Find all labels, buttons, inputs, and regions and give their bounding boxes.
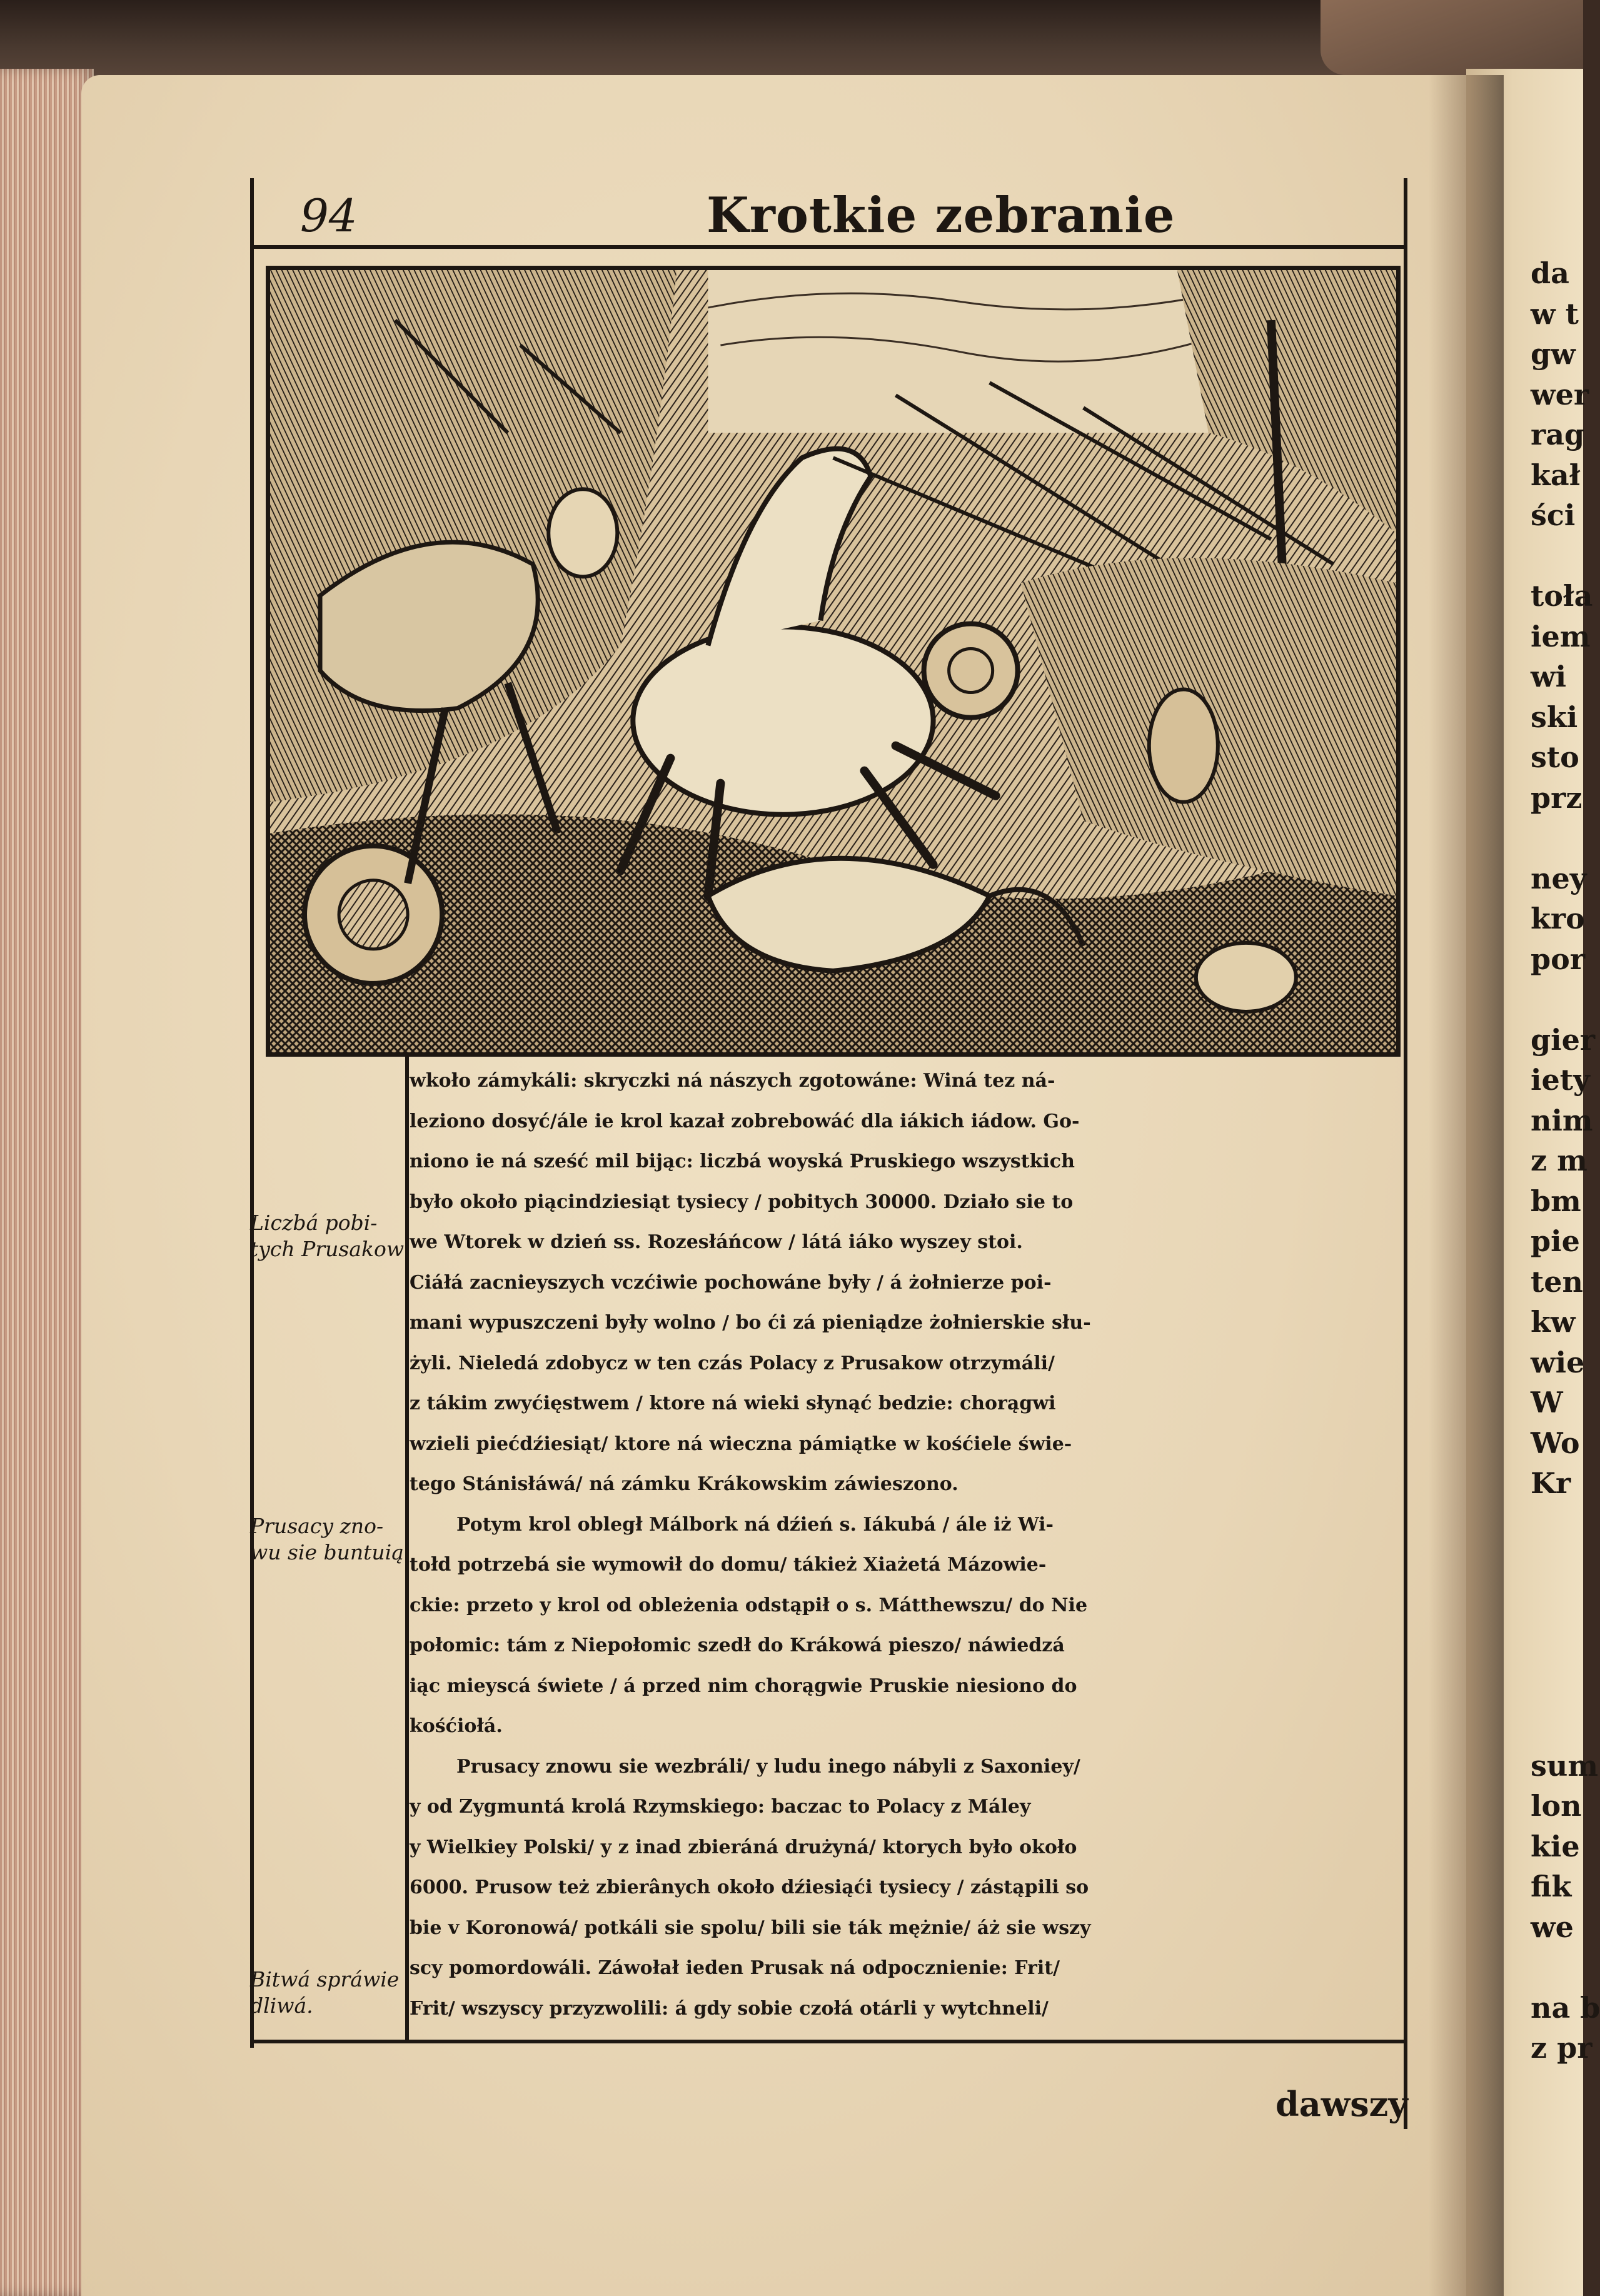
left-outer-rule <box>250 178 254 2048</box>
facing-page-fragment: sto <box>1531 740 1579 774</box>
facing-page-fragment: sum <box>1531 1748 1599 1783</box>
facing-page-fragment: z m <box>1531 1144 1587 1177</box>
facing-page-fragment: wer <box>1531 377 1589 411</box>
running-head: Krotkie zebranie <box>707 187 1175 244</box>
book-clasp-strap <box>1321 0 1583 75</box>
facing-page-fragment: rag <box>1531 418 1585 451</box>
woodcut-image <box>270 270 1396 1052</box>
facing-page-fragment: Wo <box>1531 1426 1580 1460</box>
marginal-note-line: Prusacy zno- <box>250 1514 384 1538</box>
facing-page-fragment: kał <box>1531 458 1581 492</box>
text-line: połomic: tám z Niepołomic szedł do Krákowá pieszo/ náwiedzá <box>410 1634 1065 1656</box>
text-line: ckie: przeto y krol od obleżenia odstąpił o s. Mátthewszu/ do Nie <box>410 1594 1088 1616</box>
facing-page-fragment: kw <box>1531 1305 1576 1339</box>
facing-page-fragment <box>1531 979 1583 1020</box>
facing-page-text-fragments <box>1531 253 1600 2068</box>
facing-page-fragment: Kr <box>1531 1466 1571 1500</box>
text-line: Ciáłá zacnieyszych vczćiwie pochowáne były / á żołnierze poi- <box>410 1271 1052 1294</box>
marginal-note-liczba <box>250 1210 406 1262</box>
facing-page-fragment: lon <box>1531 1789 1582 1823</box>
text-line: żyli. Nieledá zdobycz w ten czás Polacy z Prusakow otrzymáli/ <box>410 1352 1055 1374</box>
facing-page-fragment <box>1531 536 1583 577</box>
marginal-note-line: wu sie buntuią <box>250 1540 404 1564</box>
facing-page-fragment: w t <box>1531 296 1579 331</box>
facing-page-fragment <box>1531 1947 1583 1988</box>
facing-page-fragment <box>1531 1705 1583 1746</box>
facing-page-fragment: nim <box>1531 1103 1593 1137</box>
facing-page-fragment: gier <box>1531 1022 1596 1057</box>
facing-page-fragment: kro <box>1531 902 1585 935</box>
facing-page-fragment: iety <box>1531 1063 1590 1097</box>
facing-page-fragment: kie <box>1531 1829 1580 1863</box>
facing-page-fragment <box>1531 1665 1583 1706</box>
facing-page-fragment: fik <box>1531 1870 1572 1903</box>
catchword: dawszy <box>1275 2084 1408 2124</box>
facing-page-fragment <box>1531 1544 1583 1584</box>
text-line: mani wypuszczeni były wolno / bo ći zá pieniądze żołnierskie słu- <box>410 1312 1091 1334</box>
marginal-note-line: Liczbá pobi- <box>250 1211 378 1235</box>
book-gutter <box>1429 75 1504 2296</box>
text-line: 6000. Prusow też zbierânych około dźiesiąći tysiecy / zástąpili so <box>410 1876 1089 1898</box>
marginal-note-prusacy <box>250 1513 406 1566</box>
marginal-note-bitwa <box>250 1966 406 2019</box>
marginal-note-line: dliwá. <box>250 1993 313 2018</box>
facing-page-fragment <box>1531 1584 1583 1625</box>
body-text <box>410 1061 1410 2029</box>
text-line: we Wtorek w dzień ss. Rozesłáńcow / látá iáko wyszey stoi. <box>410 1231 1023 1253</box>
facing-page-fragment: da <box>1531 256 1569 290</box>
facing-page-fragment: ści <box>1531 498 1576 532</box>
facing-page-fragment: ten <box>1531 1264 1583 1299</box>
text-line: y od Zygmuntá krolá Rzymskiego: baczac to Polacy z Máley <box>410 1796 1031 1818</box>
text-line: leziono dosyć/ále ie krol kazał zobrebowáć dla iákich iádow. Go- <box>410 1110 1080 1132</box>
text-line: y Wielkiey Polski/ y z inad zbieráná drużyná/ ktorych było około <box>410 1836 1077 1858</box>
facing-page-fragment: we <box>1531 1910 1574 1944</box>
text-line: wzieli piećdźiesiąt/ ktore ná wieczna pámiątke w kośćiele świe- <box>410 1432 1072 1455</box>
text-line: Potym krol obległ Málbork ná dźień s. Iákubá / ále iż Wi- <box>456 1513 1054 1536</box>
marginal-note-line: tych Prusakow <box>250 1237 405 1261</box>
text-line: bie v Koronowá/ potkáli sie spolu/ bili sie ták mężnie/ áż sie wszy <box>410 1916 1091 1939</box>
text-line: z tákim zwyćięstwem / ktore ná wieki słynąć bedzie: chorągwi <box>410 1392 1056 1414</box>
facing-page-fragment <box>1531 818 1583 858</box>
facing-page-fragment: pie <box>1531 1224 1580 1258</box>
battle-woodcut-illustration <box>266 266 1401 1057</box>
text-line: Frit/ wszyscy przyzwolili: á gdy sobie czołá otárli y wytchneli/ <box>410 1997 1049 2020</box>
facing-page-fragment: por <box>1531 942 1586 976</box>
text-line: iąc mieyscá świete / á przed nim chorągwie Pruskie niesiono do <box>410 1674 1077 1697</box>
text-line: scy pomordowáli. Záwołał ieden Prusak ná odpocznienie: Frit/ <box>410 1957 1060 1979</box>
text-line: Prusacy znowu sie wezbráli/ y ludu inego nábyli z Saxoniey/ <box>456 1755 1080 1778</box>
page-edges <box>0 69 94 2296</box>
facing-page-fragment: z pr <box>1531 2031 1592 2065</box>
page-number: 94 <box>300 189 358 242</box>
text-line: tołd potrzebá sie wymowił do domu/ tákież Xiażetá Mázowie- <box>410 1554 1047 1576</box>
text-line: niono ie ná sześć mil bijąc: liczbá woyská Pruskiego wszystkich <box>410 1151 1075 1172</box>
facing-page-fragment: ski <box>1531 700 1578 734</box>
facing-page-fragment <box>1531 1624 1583 1665</box>
facing-page-fragment: ney <box>1531 861 1587 895</box>
text-line: kośćiołá. <box>410 1715 503 1737</box>
facing-page-fragment: wi <box>1531 660 1567 693</box>
facing-page-fragment: na b <box>1531 1990 1600 2025</box>
facing-page-fragment: wie <box>1531 1345 1585 1379</box>
facing-page-fragment <box>1531 1504 1583 1544</box>
header-rule <box>250 245 1404 249</box>
facing-page-fragment: prz <box>1531 780 1582 815</box>
facing-page-fragment: W <box>1531 1386 1563 1419</box>
marginal-note-line: Bitwá spráwie <box>250 1967 400 1991</box>
facing-page-fragment: bm <box>1531 1184 1581 1218</box>
facing-page-fragment: gw <box>1531 337 1576 371</box>
text-line: tego Stánisłáwá/ ná zámku Krákowskim záwieszono. <box>410 1473 958 1495</box>
facing-page-fragment: toła <box>1531 579 1593 613</box>
text-line: wkoło zámykáli: skryczki ná nászych zgotowáne: Winá tez ná- <box>410 1070 1055 1092</box>
footer-rule <box>250 2040 1407 2043</box>
text-line: było około piącindziesiąt tysiecy / pobitych 30000. Działo sie to <box>410 1191 1074 1213</box>
facing-page-fragment: iem <box>1531 619 1591 653</box>
